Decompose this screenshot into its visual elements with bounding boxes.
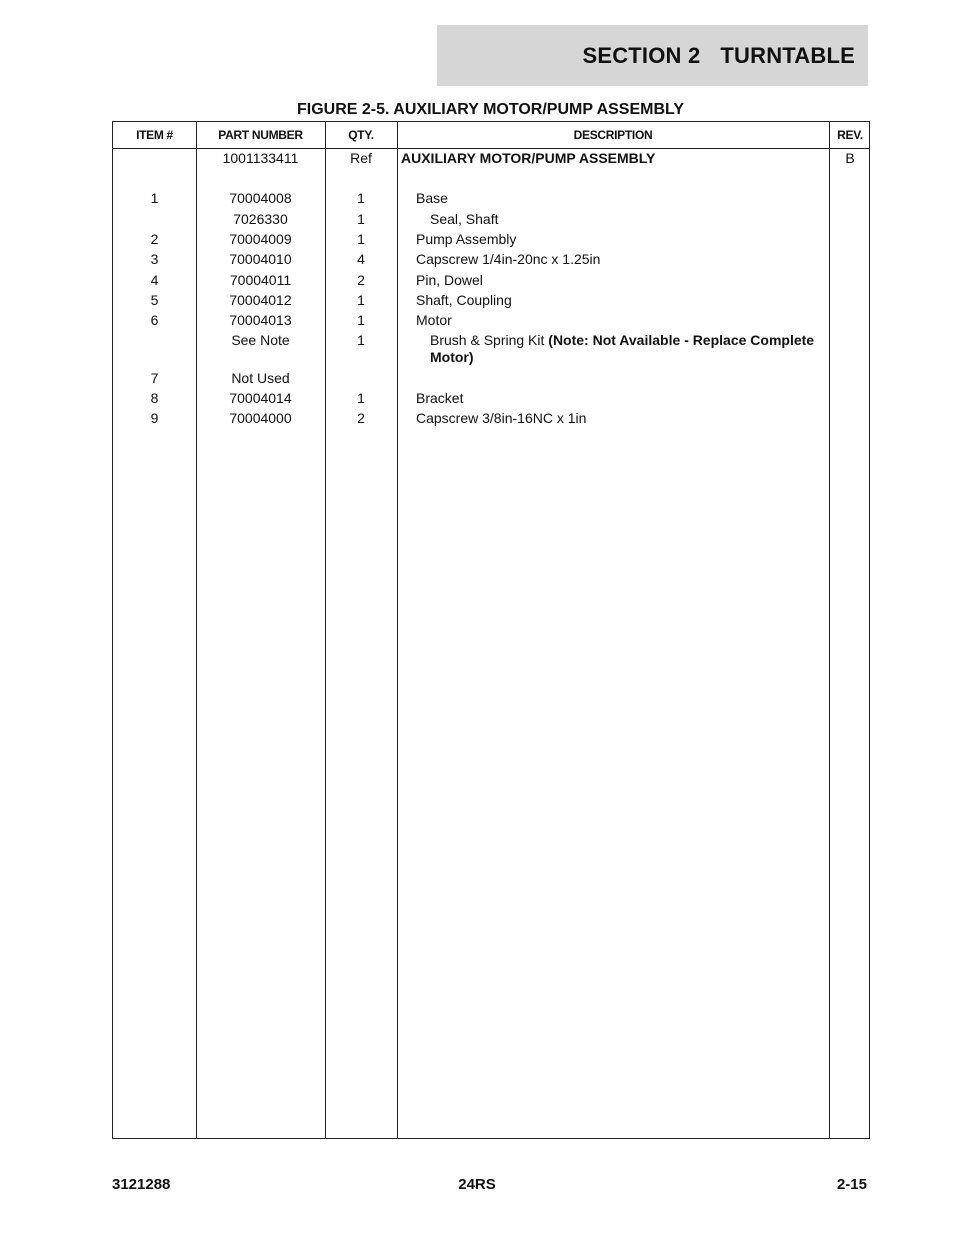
quantity: 1	[357, 231, 365, 247]
section-label: SECTION 2	[582, 42, 701, 68]
figure-title: FIGURE 2-5. AUXILIARY MOTOR/PUMP ASSEMBLY	[296, 101, 685, 118]
item-number: 1	[150, 190, 159, 206]
part-number: 70004013	[229, 312, 292, 328]
item-number: 5	[150, 292, 159, 308]
description: Bracket	[416, 390, 464, 406]
description: AUXILIARY MOTOR/PUMP ASSEMBLY	[401, 150, 656, 166]
item-number: 8	[150, 390, 159, 406]
column-header-description: DESCRIPTION	[573, 128, 653, 142]
description: Capscrew 1/4in-20nc x 1.25in	[416, 251, 601, 267]
column-divider	[829, 122, 830, 1138]
part-number: 70004012	[229, 292, 292, 308]
description-note: (Note: Not Available - Replace Complete Motor)	[430, 332, 815, 365]
description: Capscrew 3/8in-16NC x 1in	[416, 410, 587, 426]
description-text: Brush & Spring Kit	[430, 332, 549, 348]
part-number: 1001133411	[222, 150, 299, 166]
quantity: 1	[357, 211, 365, 227]
item-number: 2	[150, 231, 159, 247]
part-number: 70004008	[229, 190, 292, 206]
item-number: 7	[150, 370, 159, 386]
quantity: 1	[357, 312, 365, 328]
description	[430, 332, 823, 366]
item-number: 9	[150, 410, 159, 426]
part-number: 70004014	[229, 390, 292, 406]
column-header-part-number: PART NUMBER	[218, 128, 303, 142]
parts-table	[112, 121, 870, 1139]
quantity: 1	[357, 292, 365, 308]
column-header-item: ITEM #	[136, 128, 173, 142]
column-divider	[397, 122, 398, 1138]
quantity: 2	[357, 410, 365, 426]
part-number: 7026330	[233, 211, 288, 227]
section-name: TURNTABLE	[720, 42, 855, 68]
item-number: 3	[150, 251, 159, 267]
part-number: See Note	[231, 332, 290, 348]
quantity: 4	[357, 251, 365, 267]
quantity: Ref	[350, 150, 372, 166]
section-header	[437, 25, 868, 86]
description: Pin, Dowel	[416, 272, 483, 288]
footer-page-number: 2-15	[836, 1176, 867, 1193]
description: Motor	[416, 312, 452, 328]
description: Base	[416, 190, 448, 206]
quantity: 1	[357, 390, 365, 406]
item-number: 6	[150, 312, 159, 328]
footer-model: 24RS	[458, 1176, 496, 1193]
revision: B	[845, 150, 855, 166]
footer-doc-number: 3121288	[112, 1176, 171, 1193]
quantity: 1	[357, 332, 365, 348]
item-number: 4	[150, 272, 159, 288]
part-number: Not Used	[231, 370, 290, 386]
header-divider	[113, 148, 869, 149]
part-number: 70004011	[229, 272, 292, 288]
column-header-rev: REV.	[837, 128, 863, 142]
column-header-qty: QTY.	[348, 128, 374, 142]
description: Shaft, Coupling	[416, 292, 512, 308]
quantity: 1	[357, 190, 365, 206]
part-number: 70004009	[229, 231, 292, 247]
part-number: 70004000	[229, 410, 292, 426]
description: Seal, Shaft	[430, 211, 499, 227]
description: Pump Assembly	[416, 231, 517, 247]
part-number: 70004010	[229, 251, 292, 267]
quantity: 2	[357, 272, 365, 288]
